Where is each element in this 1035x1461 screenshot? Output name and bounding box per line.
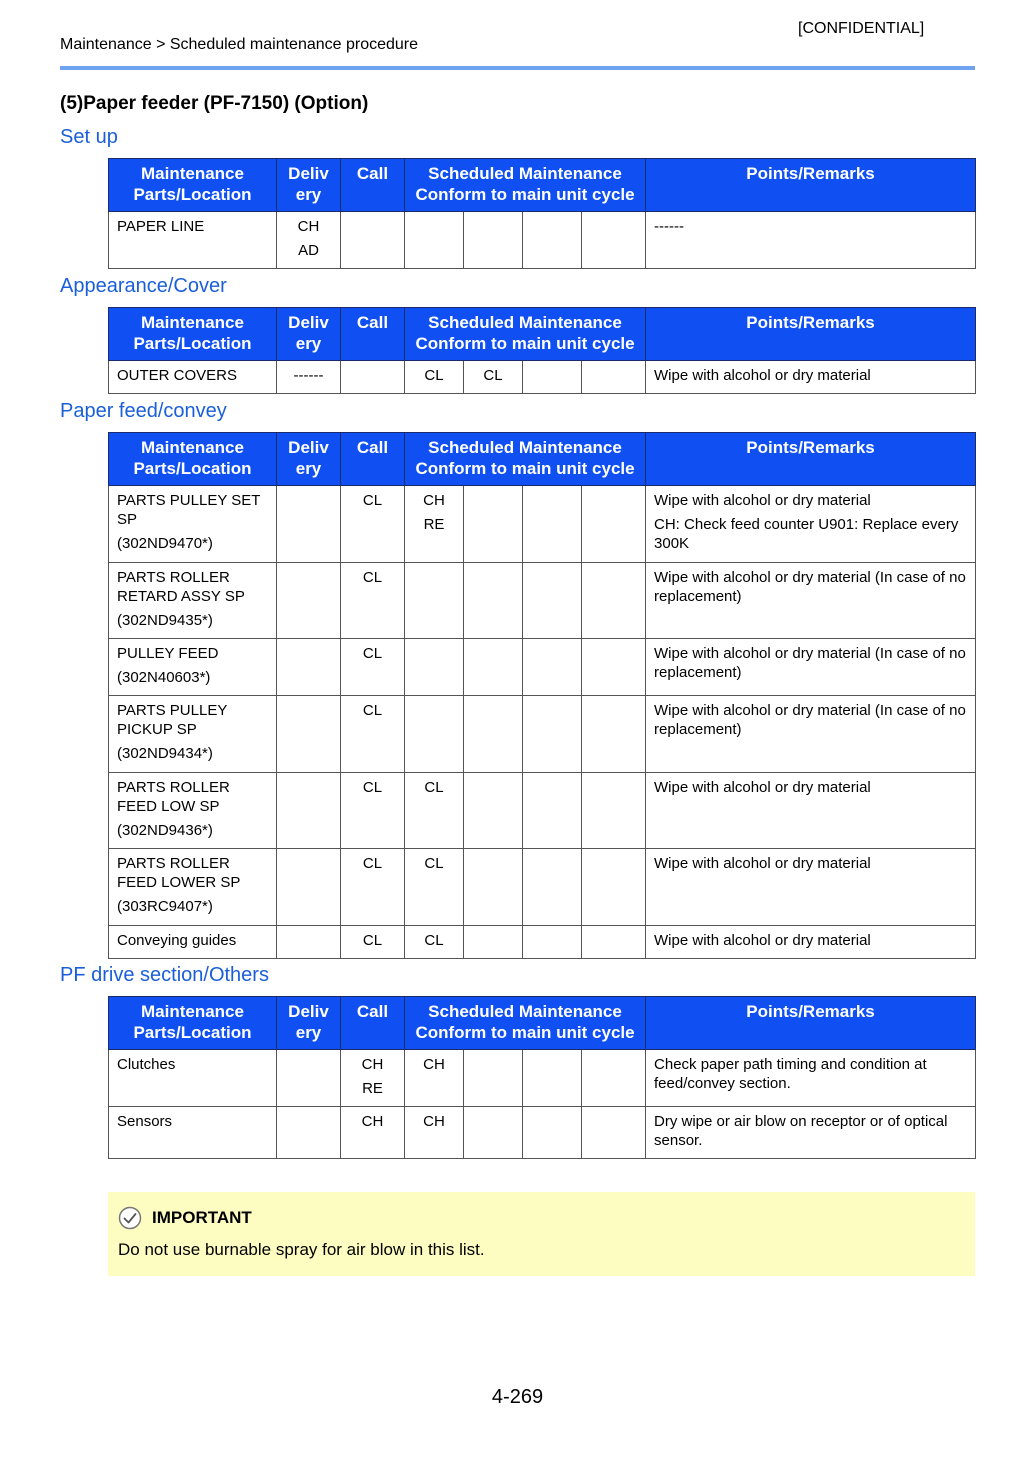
cell-part: PARTS ROLLER RETARD ASSY SP (302ND9435*) <box>109 563 277 639</box>
cell-delivery <box>277 563 341 639</box>
cell-sched-4 <box>582 1050 646 1107</box>
cell-sched-1 <box>405 563 464 639</box>
section-title-setup: Set up <box>60 126 118 148</box>
important-title: IMPORTANT <box>152 1208 252 1227</box>
cell-delivery: CH AD <box>277 212 341 269</box>
cell-sched-2 <box>464 849 523 926</box>
col-header-call: Call <box>341 433 405 486</box>
col-header-call: Call <box>341 308 405 361</box>
cell-part: Clutches <box>109 1050 277 1107</box>
cell-sched-4 <box>582 563 646 639</box>
col-header-parts: Maintenance Parts/Location <box>109 159 277 212</box>
cell-sched-3 <box>523 926 582 959</box>
cell-part: PARTS ROLLER FEED LOW SP (302ND9436*) <box>109 773 277 849</box>
table-row <box>109 486 976 563</box>
cell-sched-1 <box>405 696 464 773</box>
cell-call: CH RE <box>341 1050 405 1107</box>
cover-table <box>108 307 976 394</box>
cell-call: CL <box>341 773 405 849</box>
cell-remarks: ------ <box>646 212 976 269</box>
col-header-scheduled: Scheduled Maintenance Conform to main unit cycle <box>405 308 646 361</box>
setup-table <box>108 158 976 269</box>
feed-table <box>108 432 976 959</box>
col-header-parts: Maintenance Parts/Location <box>109 997 277 1050</box>
cell-sched-1: CL <box>405 361 464 394</box>
table-header-row <box>109 308 976 361</box>
cell-remarks: Wipe with alcohol or dry material (In case of no replacement) <box>646 639 976 696</box>
cell-delivery <box>277 1050 341 1107</box>
cell-remarks: Wipe with alcohol or dry material (In case of no replacement) <box>646 696 976 773</box>
cell-part: Sensors <box>109 1107 277 1159</box>
cell-remarks: Wipe with alcohol or dry material <box>646 849 976 926</box>
cell-sched-2 <box>464 486 523 563</box>
header-divider <box>60 66 975 70</box>
table-header-row <box>109 433 976 486</box>
col-header-delivery: Deliv ery <box>277 433 341 486</box>
cell-part: PARTS ROLLER FEED LOWER SP (303RC9407*) <box>109 849 277 926</box>
cell-remarks: Wipe with alcohol or dry material (In case of no replacement) <box>646 563 976 639</box>
col-header-parts: Maintenance Parts/Location <box>109 433 277 486</box>
cell-part: PARTS PULLEY PICKUP SP (302ND9434*) <box>109 696 277 773</box>
cell-call: CL <box>341 849 405 926</box>
col-header-scheduled: Scheduled Maintenance Conform to main unit cycle <box>405 159 646 212</box>
table-row <box>109 361 976 394</box>
table-row <box>109 696 976 773</box>
cell-call: CL <box>341 486 405 563</box>
cell-call <box>341 212 405 269</box>
cell-call: CL <box>341 696 405 773</box>
table-header-row <box>109 997 976 1050</box>
cell-remarks: Wipe with alcohol or dry material <box>646 926 976 959</box>
page-title: (5)Paper feeder (PF-7150) (Option) <box>60 93 369 114</box>
cell-sched-3 <box>523 773 582 849</box>
cell-sched-3 <box>523 1050 582 1107</box>
table-row <box>109 1107 976 1159</box>
table-row <box>109 563 976 639</box>
section-title-drive: PF drive section/Others <box>60 964 269 986</box>
breadcrumb: Maintenance > Scheduled maintenance procedure <box>60 36 419 53</box>
col-header-delivery: Deliv ery <box>277 159 341 212</box>
cell-sched-4 <box>582 849 646 926</box>
col-header-remarks: Points/Remarks <box>646 308 976 361</box>
confidential-label: [CONFIDENTIAL] <box>798 20 925 37</box>
cell-sched-3 <box>523 639 582 696</box>
cell-sched-2 <box>464 1107 523 1159</box>
cell-sched-4 <box>582 639 646 696</box>
cell-delivery <box>277 486 341 563</box>
cell-call <box>341 361 405 394</box>
col-header-delivery: Deliv ery <box>277 997 341 1050</box>
cell-remarks: Wipe with alcohol or dry material CH: Check feed counter U901: Replace every 300K <box>646 486 976 563</box>
cell-delivery: ------ <box>277 361 341 394</box>
cell-sched-4 <box>582 1107 646 1159</box>
cell-sched-1: CH <box>405 1107 464 1159</box>
table-row <box>109 212 976 269</box>
table-row <box>109 849 976 926</box>
important-text: Do not use burnable spray for air blow in this list. <box>118 1240 485 1259</box>
cell-sched-4 <box>582 212 646 269</box>
section-title-feed: Paper feed/convey <box>60 400 227 422</box>
cell-sched-3 <box>523 212 582 269</box>
cell-call: CH <box>341 1107 405 1159</box>
cell-sched-3 <box>523 486 582 563</box>
cell-sched-3 <box>523 361 582 394</box>
section-title-cover: Appearance/Cover <box>60 275 227 297</box>
cell-sched-2 <box>464 563 523 639</box>
cell-sched-1 <box>405 639 464 696</box>
cell-sched-1: CL <box>405 773 464 849</box>
table-header-row <box>109 159 976 212</box>
cell-part: Conveying guides <box>109 926 277 959</box>
col-header-call: Call <box>341 997 405 1050</box>
cell-sched-2 <box>464 696 523 773</box>
cell-sched-1: CL <box>405 849 464 926</box>
cell-call: CL <box>341 926 405 959</box>
cell-sched-1: CH RE <box>405 486 464 563</box>
cell-part: PAPER LINE <box>109 212 277 269</box>
cell-sched-2 <box>464 773 523 849</box>
cell-sched-4 <box>582 926 646 959</box>
drive-table <box>108 996 976 1159</box>
cell-sched-2 <box>464 1050 523 1107</box>
cell-sched-1 <box>405 212 464 269</box>
col-header-parts: Maintenance Parts/Location <box>109 308 277 361</box>
cell-sched-2 <box>464 926 523 959</box>
col-header-remarks: Points/Remarks <box>646 433 976 486</box>
cell-sched-1: CL <box>405 926 464 959</box>
cell-delivery <box>277 926 341 959</box>
cell-sched-4 <box>582 773 646 849</box>
table-row <box>109 926 976 959</box>
cell-sched-4 <box>582 696 646 773</box>
cell-delivery <box>277 1107 341 1159</box>
cell-delivery <box>277 849 341 926</box>
cell-remarks: Check paper path timing and condition at feed/convey section. <box>646 1050 976 1107</box>
cell-remarks: Wipe with alcohol or dry material <box>646 361 976 394</box>
cell-part: OUTER COVERS <box>109 361 277 394</box>
cell-call: CL <box>341 563 405 639</box>
col-header-scheduled: Scheduled Maintenance Conform to main unit cycle <box>405 997 646 1050</box>
cell-call: CL <box>341 639 405 696</box>
cell-sched-3 <box>523 849 582 926</box>
cell-delivery <box>277 639 341 696</box>
col-header-remarks: Points/Remarks <box>646 159 976 212</box>
cell-sched-2 <box>464 639 523 696</box>
col-header-call: Call <box>341 159 405 212</box>
cell-remarks: Wipe with alcohol or dry material <box>646 773 976 849</box>
cell-sched-4 <box>582 361 646 394</box>
cell-sched-3 <box>523 563 582 639</box>
cell-delivery <box>277 773 341 849</box>
cell-remarks: Dry wipe or air blow on receptor or of optical sensor. <box>646 1107 976 1159</box>
col-header-scheduled: Scheduled Maintenance Conform to main unit cycle <box>405 433 646 486</box>
col-header-remarks: Points/Remarks <box>646 997 976 1050</box>
cell-sched-1: CH <box>405 1050 464 1107</box>
table-row <box>109 639 976 696</box>
cell-part: PARTS PULLEY SET SP (302ND9470*) <box>109 486 277 563</box>
col-header-delivery: Deliv ery <box>277 308 341 361</box>
cell-sched-3 <box>523 1107 582 1159</box>
check-circle-icon <box>118 1206 142 1230</box>
cell-sched-3 <box>523 696 582 773</box>
table-row <box>109 773 976 849</box>
cell-sched-2: CL <box>464 361 523 394</box>
cell-sched-2 <box>464 212 523 269</box>
important-note <box>108 1192 975 1276</box>
page-number: 4-269 <box>491 1386 544 1408</box>
cell-sched-4 <box>582 486 646 563</box>
cell-part: PULLEY FEED (302N40603*) <box>109 639 277 696</box>
table-row <box>109 1050 976 1107</box>
cell-delivery <box>277 696 341 773</box>
